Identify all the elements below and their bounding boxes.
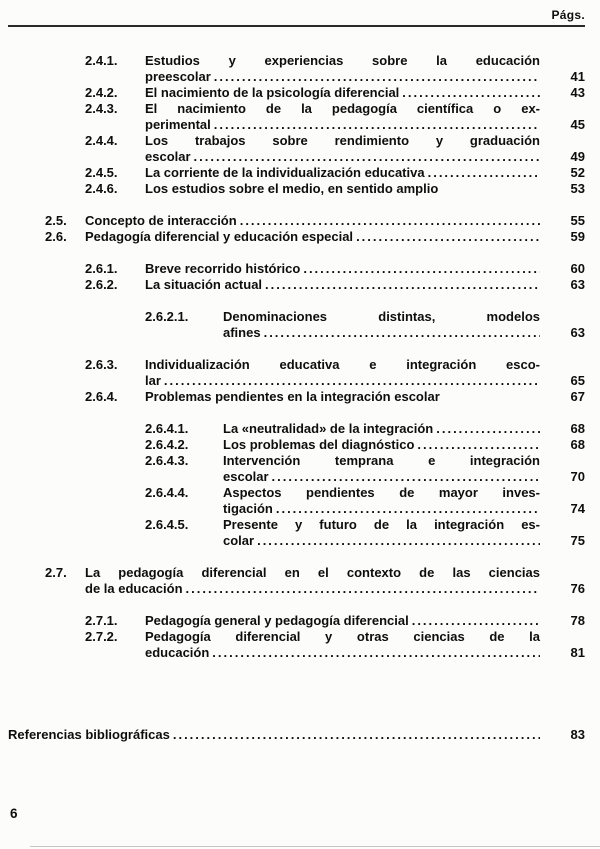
entry-page-number: 70 [570,469,585,484]
entry-title-line: Estudios y experiencias sobre la educación [145,53,540,68]
toc-group [8,309,585,341]
entry-title-text: Pedagogía general y pedagogía diferencial [145,613,409,628]
dot-leader [402,85,540,101]
entry-title-line: Los trabajos sobre rendimiento y graduación [145,133,540,148]
entry-title-line: Individualización educativa e integración esco- [145,357,540,372]
toc-entry [85,53,585,85]
entry-title-text: La situación actual [145,277,263,292]
entry-number: 2.7.2. [85,629,118,644]
entry-page-number: 81 [570,645,585,660]
entry-title-line: Presente y futuro de la integración es- [223,517,540,532]
entry-title-text: perimental [145,117,211,132]
entry-title-text: Referencias bibliográficas [8,727,170,742]
entry-number: 2.6.4.3. [145,453,189,468]
entry-title [145,357,540,389]
entry-title [8,727,540,743]
entry-title-last-line [223,437,540,453]
entry-title-text: Los estudios sobre el medio, en sentido amplio [145,181,439,196]
entry-title-last-line [145,69,540,85]
entry-number: 2.4.5. [85,165,118,180]
entry-page-number: 76 [570,581,585,596]
entry-page-number: 65 [570,373,585,388]
entry-title-last-line [145,645,540,661]
entry-number: 2.6.3. [85,357,118,372]
entry-title [223,485,540,517]
toc-entry [145,517,585,549]
entry-title [145,101,540,133]
dot-leader [412,613,540,629]
entry-title-last-line [8,727,540,743]
toc-group [8,53,585,197]
toc-entry [85,629,585,661]
entry-number: 2.6.1. [85,261,118,276]
entry-number: 2.6.4.5. [145,517,189,532]
entry-title [145,85,540,101]
entry-title [145,53,540,85]
toc-entry [85,165,585,181]
entry-title-text: Problemas pendientes en la integración escolar [145,389,440,404]
entry-title-text: tigación [223,501,273,516]
entry-title-text: Concepto de interacción [85,213,237,228]
entry-title [145,181,540,197]
toc-entry [85,133,585,165]
toc-entry [145,485,585,517]
entry-title [223,517,540,549]
entry-title-text: La «neutralidad» de la integración [223,421,434,436]
entry-page-number: 74 [570,501,585,516]
entry-page-number: 41 [570,69,585,84]
entry-page-number: 53 [570,181,585,196]
entry-title-text: educación [145,645,210,660]
page-number: 6 [10,806,18,821]
entry-title-text: escolar [223,469,269,484]
entry-number: 2.4.3. [85,101,118,116]
dot-leader [164,373,540,389]
entry-title [145,165,540,181]
entry-number: 2.4.1. [85,53,118,68]
entry-page-number: 68 [570,437,585,452]
entry-title-last-line [223,501,540,517]
entry-page-number: 49 [570,149,585,164]
scan-bottom-edge [30,846,600,847]
entry-page-number: 59 [570,229,585,244]
entry-title-last-line [145,149,540,165]
dot-leader [212,645,540,661]
toc-entry [85,85,585,101]
entry-number: 2.6.4.4. [145,485,189,500]
entry-title-line: El nacimiento de la pedagogía científica o ex- [145,101,540,116]
toc-groups [8,53,585,661]
entry-title [145,613,540,629]
entry-title-last-line [223,421,540,437]
entry-title-text: colar [223,533,255,548]
entry-number: 2.5. [45,213,67,228]
entry-page-number: 63 [570,325,585,340]
entry-title [145,629,540,661]
dot-leader [264,325,540,341]
dot-leader [173,727,540,743]
entry-number: 2.6.4.2. [145,437,189,452]
entry-title-last-line [145,261,540,277]
entry-title [145,389,540,405]
toc-group [8,261,585,293]
header-rule [8,25,585,27]
entry-title [223,309,540,341]
entry-page-number: 68 [570,421,585,436]
entry-title-last-line [145,373,540,389]
toc-group [8,613,585,661]
dot-leader [276,501,540,517]
entry-title-text: Los problemas del diagnóstico [223,437,415,452]
references-section [8,727,585,743]
toc-entry [85,181,585,197]
entry-title-text: Pedagogía diferencial y educación especial [85,229,354,244]
toc-entry [85,277,585,293]
entry-title-last-line [145,165,540,181]
entry-title-last-line [223,533,540,549]
dot-leader [214,69,540,85]
entry-page-number: 60 [570,261,585,276]
entry-title-last-line [223,325,540,341]
entry-title [223,453,540,485]
entry-title-last-line [145,181,540,197]
entry-page-number: 67 [570,389,585,404]
toc-group [8,213,585,245]
entry-title-last-line [223,469,540,485]
entry-title [85,213,540,229]
entry-title-last-line [145,85,540,101]
entry-title-text: escolar [145,149,191,164]
dot-leader [303,261,540,277]
entry-title-text: afines [223,325,261,340]
toc-entry [85,389,585,405]
entry-number: 2.7. [45,565,67,580]
entry-title-last-line [85,213,540,229]
dot-leader [240,213,540,229]
entry-title-text: El nacimiento de la psicología diferencial [145,85,400,100]
entry-title-last-line [145,277,540,293]
toc-entry [145,309,585,341]
entry-title-line: Pedagogía diferencial y otras ciencias de la [145,629,540,644]
entry-number: 2.4.6. [85,181,118,196]
entry-title-last-line [145,389,540,405]
toc-entry [145,421,585,437]
toc-entry [85,261,585,277]
entry-title-line: La pedagogía diferencial en el contexto de las ciencias [85,565,540,580]
entry-title-last-line [85,581,540,597]
toc-entry [45,229,585,245]
entry-title [223,437,540,453]
entry-title-line: Intervención temprana e integración [223,453,540,468]
toc-entry [8,727,585,743]
dot-leader [356,229,540,245]
entry-title [145,261,540,277]
pages-column-header [8,8,585,22]
toc-entry [85,613,585,629]
entry-page-number: 78 [570,613,585,628]
entry-page-number: 55 [570,213,585,228]
entry-number: 2.7.1. [85,613,118,628]
toc-entry [85,357,585,389]
entry-page-number: 52 [570,165,585,180]
entry-title [223,421,540,437]
dot-leader [186,581,540,597]
entry-page-number: 45 [570,117,585,132]
toc-entry [45,565,585,597]
pages-label: Págs. [551,8,585,22]
entry-title-text: Breve recorrido histórico [145,261,301,276]
entry-page-number: 63 [570,277,585,292]
dot-leader [436,421,540,437]
toc-entry [85,101,585,133]
toc-group [8,357,585,405]
dot-leader [194,149,540,165]
entry-page-number: 83 [570,727,585,742]
toc-entry [45,213,585,229]
entry-title-text: lar [145,373,161,388]
toc-entry [145,453,585,485]
entry-page-number: 75 [570,533,585,548]
toc-entry [145,437,585,453]
entry-title [145,133,540,165]
entry-title [85,565,540,597]
entry-title-text: La corriente de la individualización educativa [145,165,425,180]
entry-title-last-line [85,229,540,245]
entry-page-number: 43 [570,85,585,100]
dot-leader [417,437,540,453]
entry-number: 2.6.4. [85,389,118,404]
entry-title-line: Denominaciones distintas, modelos [223,309,540,324]
entry-number: 2.4.2. [85,85,118,100]
entry-number: 2.6.2.1. [145,309,189,324]
dot-leader [272,469,540,485]
entry-number: 2.6.4.1. [145,421,189,436]
toc-group [8,565,585,597]
dot-leader [428,165,540,181]
entry-title-last-line [145,613,540,629]
entry-title [145,277,540,293]
dot-leader [265,277,540,293]
dot-leader [257,533,540,549]
entry-title-text: de la educación [85,581,183,596]
entry-title-last-line [145,117,540,133]
entry-title-text: preescolar [145,69,211,84]
toc-group [8,421,585,549]
entry-number: 2.4.4. [85,133,118,148]
dot-leader [214,117,540,133]
entry-title-line: Aspectos pendientes de mayor inves- [223,485,540,500]
entry-number: 2.6. [45,229,67,244]
entry-number: 2.6.2. [85,277,118,292]
entry-title [85,229,540,245]
